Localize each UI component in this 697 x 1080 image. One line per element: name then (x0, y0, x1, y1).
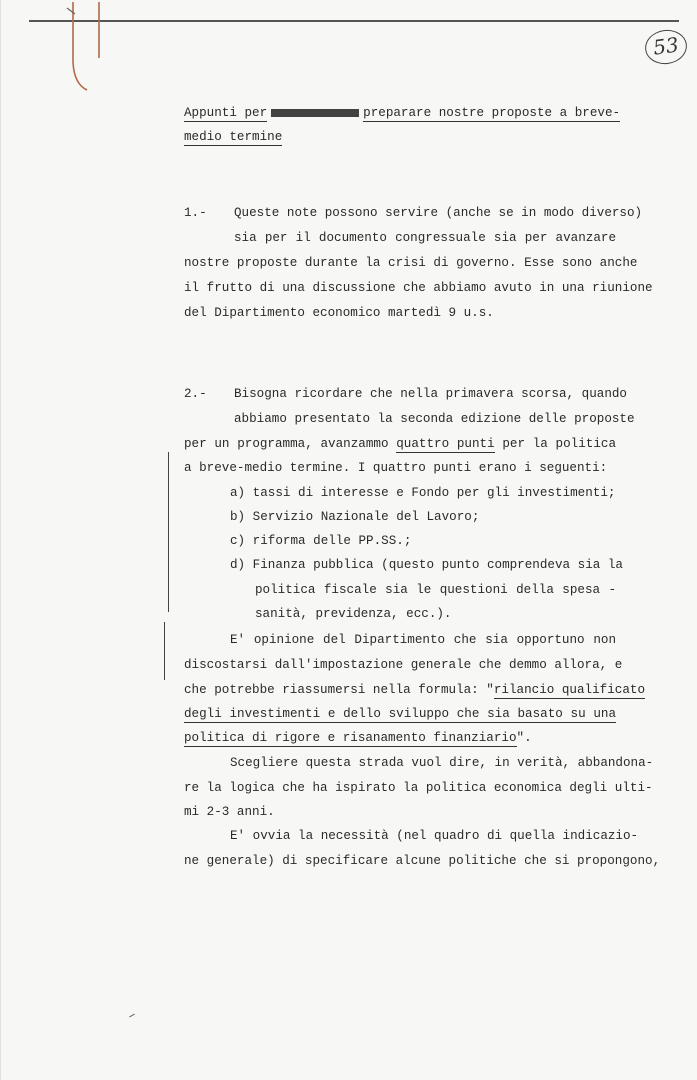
section-1-line: del Dipartimento economico martedì 9 u.s. (184, 306, 494, 320)
formula-line-3 (184, 730, 616, 746)
section-2-number: 2.- (184, 387, 207, 401)
list-item: d) Finanza pubblica (questo punto comprendeva sia la (230, 558, 623, 572)
page-number: 53 (643, 27, 689, 67)
stray-mark (129, 1014, 135, 1018)
title-line-1 (184, 105, 621, 121)
list-item: a) tassi di interesse e Fondo per gli investimenti; (230, 486, 616, 500)
section-1-number: 1.- (184, 206, 207, 220)
formula-line-1 (184, 682, 646, 698)
formula-underlined: rilancio qualificato (493, 683, 646, 697)
margin-bracket (168, 452, 169, 612)
section-2-line: a breve-medio termine. I quattro punti erano i seguenti: (184, 461, 608, 475)
formula-underlined: degli investimenti e dello sviluppo che sia basato su una (184, 707, 616, 721)
section-1-line: nostre proposte durante la crisi di governo. Esse sono anche (184, 256, 638, 270)
paperclip-mark (65, 0, 105, 95)
margin-bracket (164, 622, 165, 680)
section-2-line: Bisogna ricordare che nella primavera scorsa, quando (234, 387, 627, 401)
section-2-text: per un programma, avanzammo (184, 437, 389, 451)
redaction-mark (271, 109, 359, 117)
section-1-line: Queste note possono servire (anche se in modo diverso) (234, 206, 643, 220)
section-2-paragraph-line: re la logica che ha ispirato la politica economica degli ulti- (184, 781, 653, 795)
underlined-phrase: quattro punti (396, 437, 495, 451)
section-2-line: abbiamo presentato la seconda edizione delle proposte (234, 412, 635, 426)
formula-underlined: politica di rigore e risanamento finanziario (184, 731, 517, 745)
list-item-continuation: sanità, previdenza, ecc.). (255, 607, 452, 621)
section-2-text: per la politica (502, 437, 617, 451)
list-item: c) riforma delle PP.SS.; (230, 534, 412, 548)
section-2-paragraph-line: Scegliere questa strada vuol dire, in verità, abbandona- (230, 756, 654, 770)
title-line-2-text: medio termine (184, 130, 283, 144)
title-suffix: preparare nostre proposte a breve- (363, 106, 621, 120)
section-2-paragraph-line: E' ovvia la necessità (nel quadro di quella indicazio- (230, 829, 639, 843)
title-prefix: Appunti per (184, 106, 268, 120)
section-1-line: il frutto di una discussione che abbiamo avuto in una riunione (184, 281, 653, 295)
formula-line-2 (184, 706, 616, 722)
section-2-paragraph-line: E' opinione del Dipartimento che sia opportuno non (230, 633, 616, 647)
section-2-line-3 (184, 436, 616, 452)
top-rule (29, 20, 679, 22)
formula-close: ". (516, 731, 532, 745)
formula-intro: che potrebbe riassumersi nella formula: " (184, 683, 494, 697)
section-1-line: sia per il documento congressuale sia per avanzare (234, 231, 616, 245)
title-line-2 (184, 129, 616, 145)
section-2-paragraph-line: ne generale) di specificare alcune politiche che si propongono, (184, 854, 661, 868)
section-2-paragraph-line: mi 2-3 anni. (184, 805, 275, 819)
section-2-paragraph-line: discostarsi dall'impostazione generale che demmo allora, e (184, 658, 623, 672)
list-item-continuation: politica fiscale sia le questioni della spesa - (255, 583, 616, 597)
list-item: b) Servizio Nazionale del Lavoro; (230, 510, 480, 524)
